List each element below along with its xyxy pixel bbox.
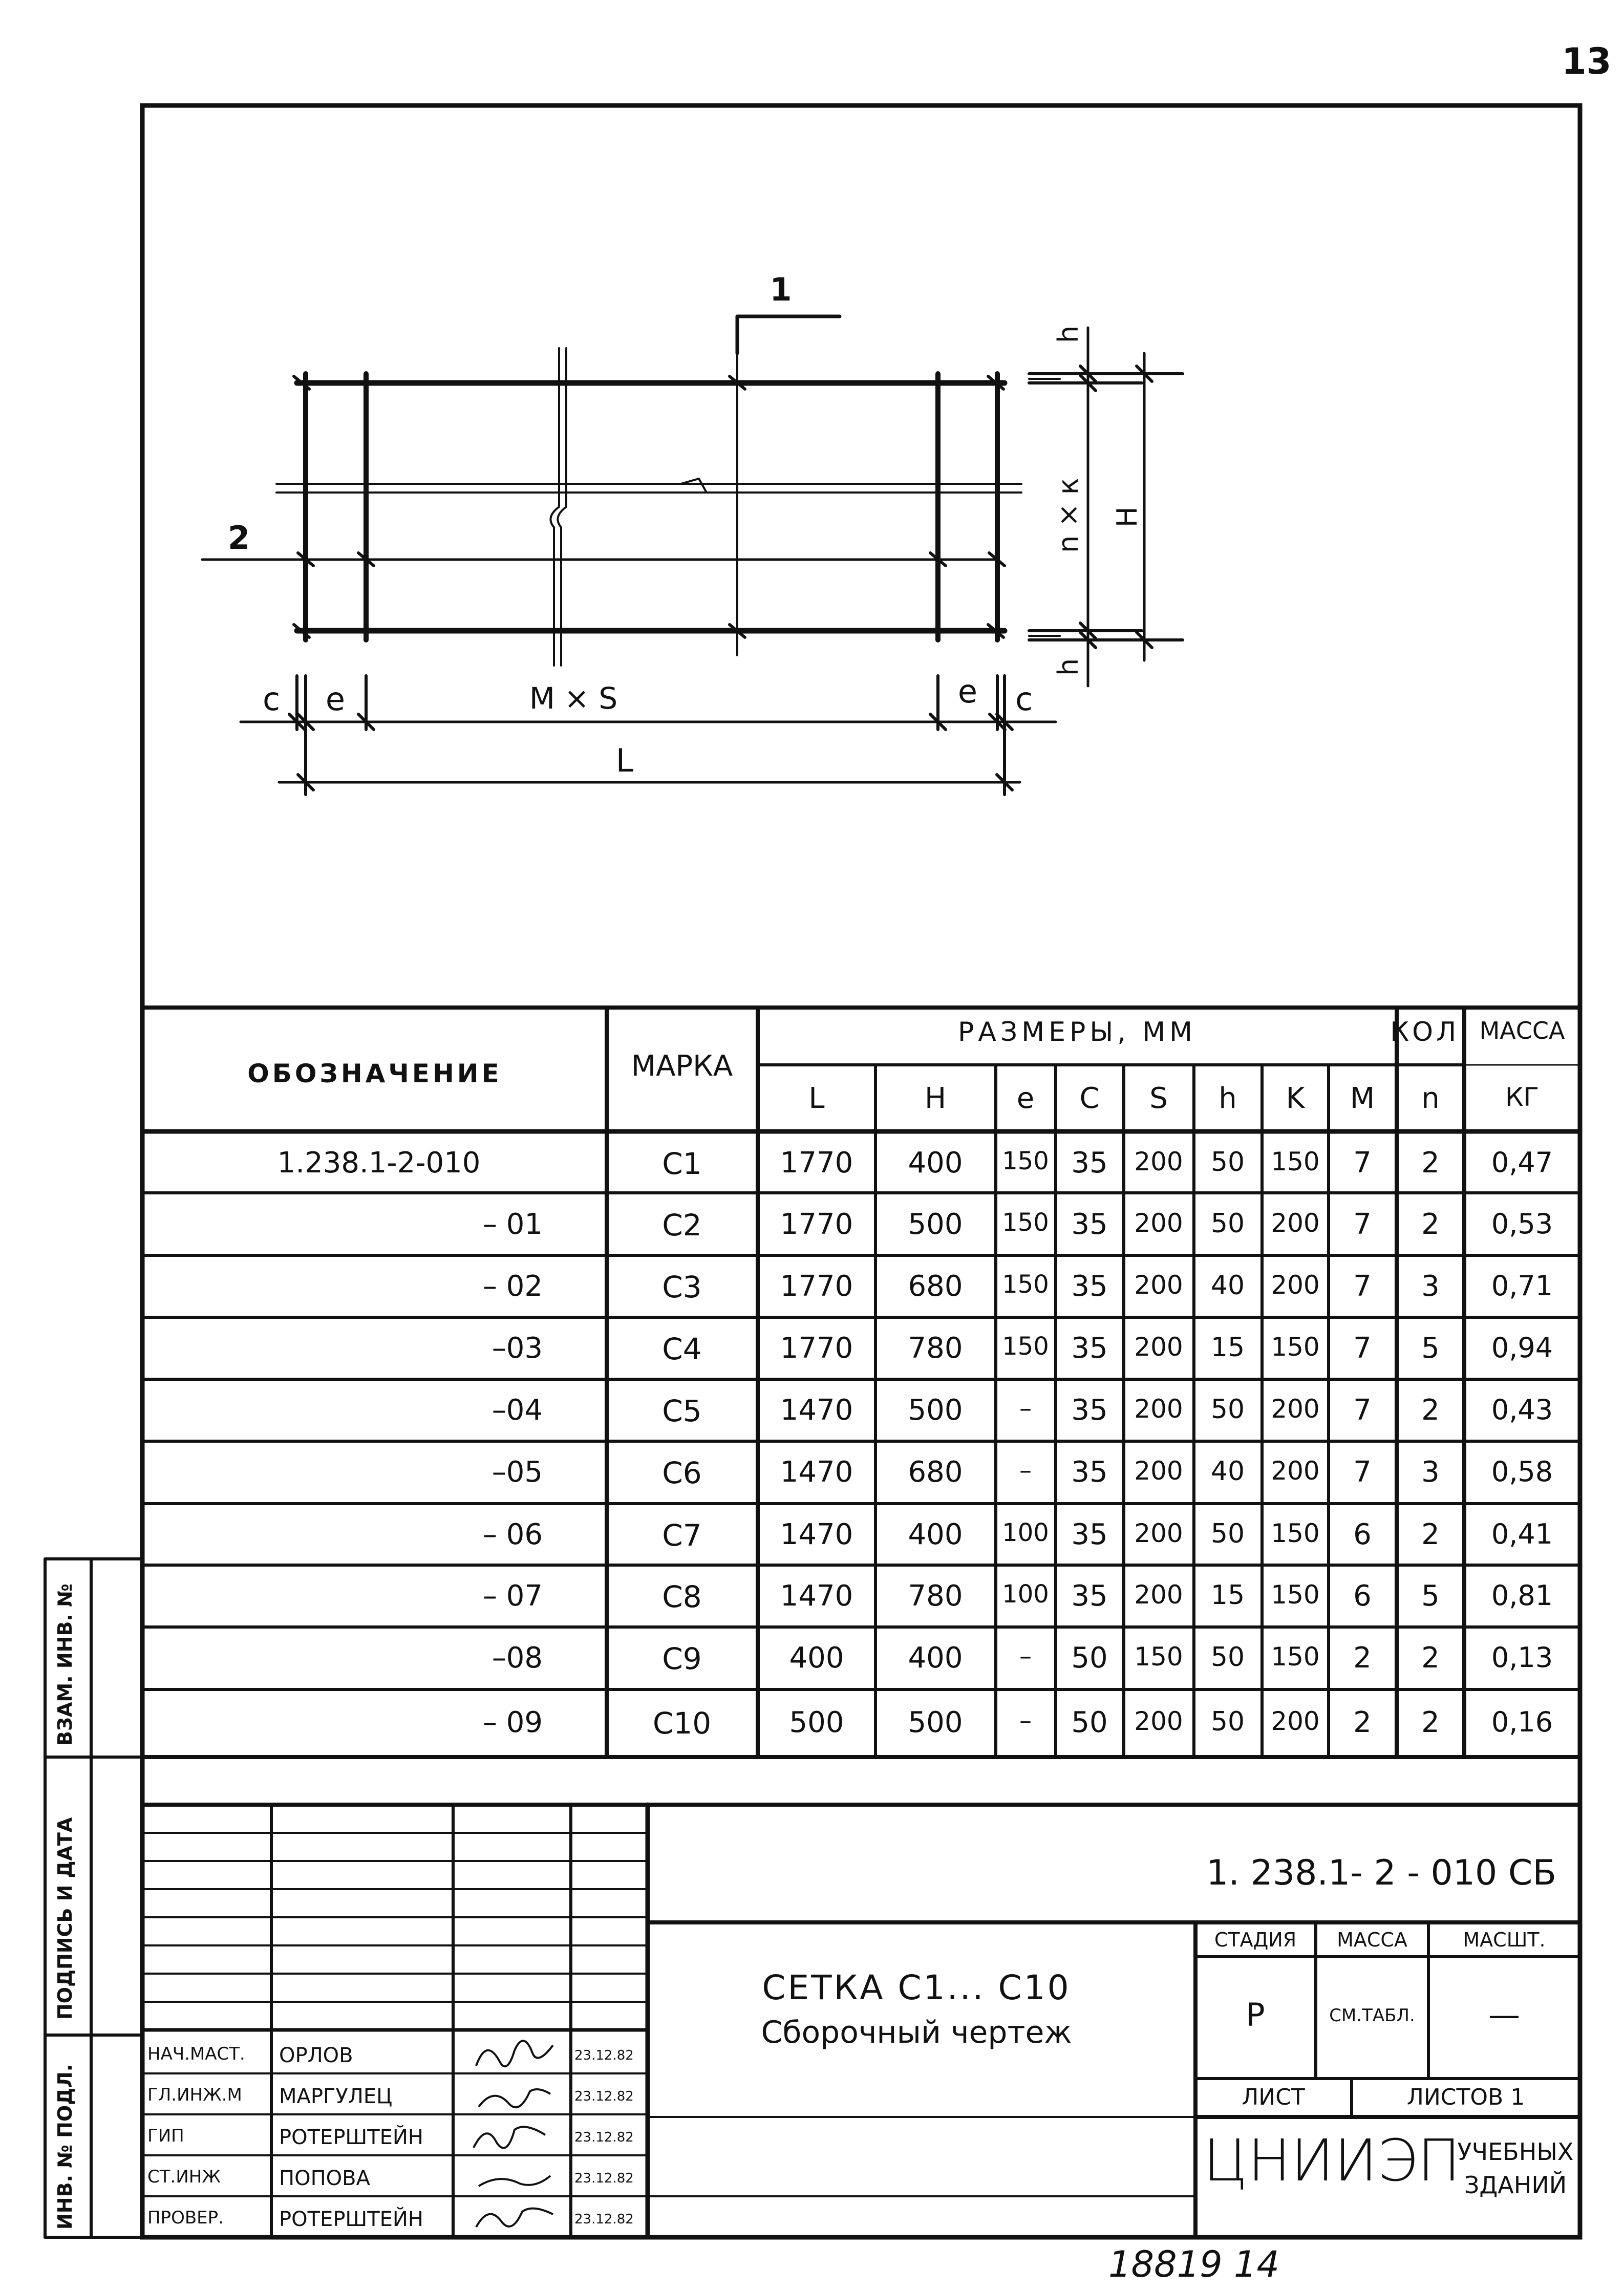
cell-L: 1470 bbox=[780, 1579, 853, 1613]
cell-mass: 0,81 bbox=[1491, 1579, 1553, 1612]
sub-K: K bbox=[1286, 1082, 1305, 1115]
cell-C: 35 bbox=[1071, 1456, 1108, 1489]
row-designation: –04 bbox=[492, 1394, 543, 1427]
stamp-vzam: ВЗАМ. ИНВ. № bbox=[54, 1583, 76, 1746]
cell-K: 150 bbox=[1271, 1642, 1320, 1672]
cell-L: 1770 bbox=[780, 1146, 853, 1180]
cell-H: 400 bbox=[908, 1146, 963, 1180]
cell-C: 35 bbox=[1071, 1332, 1108, 1365]
cell-H: 500 bbox=[908, 1706, 963, 1739]
header-qty: КОЛ. bbox=[1390, 1017, 1471, 1047]
cell-K: 200 bbox=[1271, 1394, 1320, 1424]
cell-n: 5 bbox=[1421, 1579, 1440, 1613]
cell-C: 50 bbox=[1071, 1641, 1108, 1675]
cell-h: 50 bbox=[1210, 1208, 1245, 1239]
cell-S: 200 bbox=[1134, 1208, 1183, 1238]
stamp-inv-podl: ИНВ. № ПОДЛ. bbox=[54, 2064, 76, 2230]
dim-height: H bbox=[1111, 506, 1143, 527]
sub-M: M bbox=[1350, 1082, 1375, 1115]
cell-K: 200 bbox=[1271, 1270, 1320, 1300]
sheet-number: 13 bbox=[1562, 40, 1612, 82]
sub-C: C bbox=[1079, 1082, 1100, 1115]
stamp-podpis: ПОДПИСЬ И ДАТА bbox=[54, 1817, 76, 2020]
scale-value: — bbox=[1488, 1996, 1520, 2034]
scale-label: МАСШТ. bbox=[1463, 1929, 1546, 1951]
cell-mass: 0,47 bbox=[1491, 1146, 1553, 1179]
cell-K: 150 bbox=[1271, 1580, 1320, 1610]
staff-role: НАЧ.МАСТ. bbox=[147, 2044, 245, 2064]
cell-M: 7 bbox=[1353, 1146, 1372, 1180]
sub-n: n bbox=[1421, 1082, 1440, 1115]
cell-h: 50 bbox=[1210, 1706, 1245, 1737]
cell-n: 5 bbox=[1421, 1332, 1440, 1365]
mesh-drawing bbox=[202, 316, 1183, 795]
cell-mark: С5 bbox=[662, 1394, 702, 1428]
cell-C: 50 bbox=[1071, 1706, 1108, 1739]
stage-value: Р bbox=[1246, 1996, 1265, 2034]
cell-C: 35 bbox=[1071, 1270, 1108, 1303]
row-designation: – 07 bbox=[482, 1579, 543, 1613]
staff-name: РОТЕРШТЕЙН bbox=[279, 2126, 423, 2149]
cell-h: 40 bbox=[1210, 1270, 1245, 1301]
sub-H: H bbox=[924, 1082, 947, 1115]
staff-date: 23.12.82 bbox=[574, 2089, 634, 2104]
cell-M: 7 bbox=[1353, 1332, 1372, 1365]
cell-S: 150 bbox=[1134, 1642, 1183, 1672]
cell-h: 50 bbox=[1210, 1518, 1245, 1549]
cell-mark: С1 bbox=[662, 1146, 702, 1181]
staff-date: 23.12.82 bbox=[574, 2130, 634, 2145]
staff-name: РОТЕРШТЕЙН bbox=[279, 2208, 423, 2231]
cell-h: 15 bbox=[1210, 1332, 1245, 1363]
cell-L: 1470 bbox=[780, 1518, 853, 1551]
sub-S: S bbox=[1149, 1082, 1168, 1115]
cell-M: 2 bbox=[1353, 1706, 1372, 1739]
staff-date: 23.12.82 bbox=[574, 2171, 634, 2186]
cell-mass: 0,16 bbox=[1491, 1706, 1553, 1738]
cell-M: 7 bbox=[1353, 1208, 1372, 1241]
cell-mass: 0,13 bbox=[1491, 1641, 1553, 1674]
doc-code: 1. 238.1- 2 - 010 СБ bbox=[1206, 1853, 1556, 1893]
staff-role: ПРОВЕР. bbox=[147, 2208, 224, 2228]
staff-date: 23.12.82 bbox=[574, 2212, 634, 2227]
cell-mark: С3 bbox=[662, 1270, 702, 1304]
row-designation: –03 bbox=[492, 1332, 543, 1365]
cell-M: 6 bbox=[1353, 1579, 1372, 1613]
cell-mark: С4 bbox=[662, 1332, 702, 1366]
cell-L: 1470 bbox=[780, 1456, 853, 1489]
cell-S: 200 bbox=[1134, 1456, 1183, 1486]
cell-C: 35 bbox=[1071, 1394, 1108, 1427]
cell-mark: С9 bbox=[662, 1641, 702, 1676]
cell-mass: 0,41 bbox=[1491, 1518, 1553, 1550]
cell-C: 35 bbox=[1071, 1208, 1108, 1241]
title-line2: Сборочный чертеж bbox=[761, 2015, 1072, 2050]
cell-C: 35 bbox=[1071, 1518, 1108, 1551]
header-designation: ОБОЗНАЧЕНИЕ bbox=[247, 1059, 502, 1088]
cell-e: – bbox=[1019, 1456, 1032, 1485]
cell-H: 400 bbox=[908, 1641, 963, 1675]
sub-e: e bbox=[1016, 1082, 1035, 1115]
cell-mass: 0,53 bbox=[1491, 1208, 1553, 1240]
cell-h: 50 bbox=[1210, 1147, 1245, 1178]
mass-value: СМ.ТАБЛ. bbox=[1329, 2005, 1415, 2026]
staff-date: 23.12.82 bbox=[574, 2048, 634, 2063]
row-designation: – 06 bbox=[482, 1518, 543, 1551]
stage-label: СТАДИЯ bbox=[1214, 1929, 1297, 1951]
header-mass: МАССА bbox=[1479, 1017, 1565, 1044]
row-designation: – 01 bbox=[482, 1208, 543, 1241]
cell-M: 7 bbox=[1353, 1394, 1372, 1427]
cell-H: 780 bbox=[908, 1332, 963, 1365]
dim-h-top: h bbox=[1052, 325, 1084, 343]
cell-h: 50 bbox=[1210, 1394, 1245, 1425]
row-designation: 1.238.1-2-010 bbox=[277, 1146, 481, 1180]
header-sizes: РАЗМЕРЫ, ММ bbox=[957, 1017, 1197, 1047]
cell-n: 2 bbox=[1421, 1706, 1440, 1739]
cell-S: 200 bbox=[1134, 1706, 1183, 1736]
cell-e: 150 bbox=[1002, 1147, 1049, 1175]
cell-mark: С8 bbox=[662, 1579, 702, 1614]
cell-L: 1770 bbox=[780, 1208, 853, 1241]
cell-S: 200 bbox=[1134, 1518, 1183, 1548]
cell-H: 400 bbox=[908, 1518, 963, 1551]
cell-mass: 0,94 bbox=[1491, 1332, 1553, 1364]
header-mass-unit: КГ bbox=[1505, 1082, 1539, 1112]
mass-label: МАССА bbox=[1337, 1929, 1407, 1951]
cell-mark: С7 bbox=[662, 1518, 702, 1553]
cell-L: 1470 bbox=[780, 1394, 853, 1427]
cell-h: 40 bbox=[1210, 1456, 1245, 1487]
cell-K: 150 bbox=[1271, 1147, 1320, 1176]
cell-mass: 0,58 bbox=[1491, 1456, 1553, 1488]
cell-mass: 0,43 bbox=[1491, 1394, 1553, 1426]
dim-n-k: n × к bbox=[1052, 478, 1084, 553]
cell-H: 780 bbox=[908, 1579, 963, 1613]
cell-K: 200 bbox=[1271, 1208, 1320, 1238]
sheet-label: ЛИСТ bbox=[1242, 2084, 1305, 2110]
cell-e: – bbox=[1019, 1394, 1032, 1423]
cell-K: 150 bbox=[1271, 1518, 1320, 1548]
cell-L: 1770 bbox=[780, 1332, 853, 1365]
staff-name: ОРЛОВ bbox=[279, 2044, 353, 2067]
dim-c-left: c bbox=[262, 680, 281, 718]
cell-S: 200 bbox=[1134, 1580, 1183, 1610]
dim-c-right: c bbox=[1015, 680, 1033, 718]
staff-role: ГЛ.ИНЖ.М bbox=[147, 2085, 242, 2105]
cell-e: – bbox=[1019, 1642, 1032, 1671]
cell-C: 35 bbox=[1071, 1579, 1108, 1613]
cell-e: 150 bbox=[1002, 1270, 1049, 1299]
org-name: ЦНИИЭП bbox=[1203, 2128, 1461, 2194]
cell-n: 2 bbox=[1421, 1641, 1440, 1675]
cell-e: 150 bbox=[1002, 1332, 1049, 1361]
dim-h-bottom: h bbox=[1052, 658, 1084, 676]
section-label: 1 bbox=[770, 271, 792, 308]
dim-m-s: M × S bbox=[529, 681, 618, 716]
cell-K: 200 bbox=[1271, 1706, 1320, 1736]
cell-n: 3 bbox=[1421, 1456, 1440, 1489]
staff-role: СТ.ИНЖ bbox=[147, 2167, 221, 2187]
org-sub2: ЗДАНИЙ bbox=[1464, 2171, 1567, 2199]
cell-n: 2 bbox=[1421, 1208, 1440, 1241]
cell-mass: 0,71 bbox=[1491, 1270, 1553, 1302]
row-designation: –05 bbox=[492, 1456, 543, 1489]
cell-mark: С10 bbox=[652, 1706, 712, 1741]
staff-role: ГИП bbox=[147, 2126, 184, 2146]
org-sub1: УЧЕБНЫХ bbox=[1457, 2138, 1574, 2166]
sheets-label: ЛИСТОВ 1 bbox=[1406, 2084, 1525, 2110]
dim-e-left: e bbox=[325, 680, 346, 718]
sub-L: L bbox=[808, 1082, 825, 1115]
cell-C: 35 bbox=[1071, 1146, 1108, 1180]
cell-L: 500 bbox=[789, 1706, 844, 1739]
row-designation: –08 bbox=[492, 1641, 543, 1675]
cell-M: 7 bbox=[1353, 1456, 1372, 1489]
cell-K: 150 bbox=[1271, 1332, 1320, 1362]
cell-n: 3 bbox=[1421, 1270, 1440, 1303]
row-designation: – 09 bbox=[482, 1706, 543, 1739]
cell-H: 500 bbox=[908, 1208, 963, 1241]
signatures bbox=[474, 2041, 553, 2227]
cell-S: 200 bbox=[1134, 1394, 1183, 1424]
cell-L: 1770 bbox=[780, 1270, 853, 1303]
cell-L: 400 bbox=[789, 1641, 844, 1675]
cell-mark: С2 bbox=[662, 1208, 702, 1243]
cell-H: 680 bbox=[908, 1456, 963, 1489]
position-label: 2 bbox=[228, 519, 250, 557]
cell-h: 50 bbox=[1210, 1642, 1245, 1673]
cell-h: 15 bbox=[1210, 1580, 1245, 1611]
cell-K: 200 bbox=[1271, 1456, 1320, 1486]
cell-e: 100 bbox=[1002, 1518, 1049, 1547]
header-mark: МАРКА bbox=[631, 1050, 733, 1083]
cell-M: 7 bbox=[1353, 1270, 1372, 1303]
cell-M: 2 bbox=[1353, 1641, 1372, 1675]
cell-n: 2 bbox=[1421, 1146, 1440, 1180]
cell-S: 200 bbox=[1134, 1270, 1183, 1300]
cell-e: 150 bbox=[1002, 1208, 1049, 1237]
cell-mark: С6 bbox=[662, 1456, 702, 1490]
row-designation: – 02 bbox=[482, 1270, 543, 1303]
cell-e: – bbox=[1019, 1706, 1032, 1735]
footer-note: 18819 14 bbox=[1108, 2243, 1280, 2285]
staff-name: МАРГУЛЕЦ bbox=[279, 2085, 393, 2108]
cell-H: 680 bbox=[908, 1270, 963, 1303]
cell-H: 500 bbox=[908, 1394, 963, 1427]
cell-S: 200 bbox=[1134, 1332, 1183, 1362]
cell-e: 100 bbox=[1002, 1580, 1049, 1609]
dim-length: L bbox=[615, 742, 634, 779]
cell-n: 2 bbox=[1421, 1518, 1440, 1551]
title-line1: СЕТКА С1... С10 bbox=[762, 1968, 1071, 2007]
cell-S: 200 bbox=[1134, 1147, 1183, 1176]
cell-M: 6 bbox=[1353, 1518, 1372, 1551]
cell-n: 2 bbox=[1421, 1394, 1440, 1427]
sub-h: h bbox=[1219, 1082, 1237, 1115]
dim-e-right: e bbox=[957, 673, 978, 710]
staff-name: ПОПОВА bbox=[279, 2167, 370, 2190]
